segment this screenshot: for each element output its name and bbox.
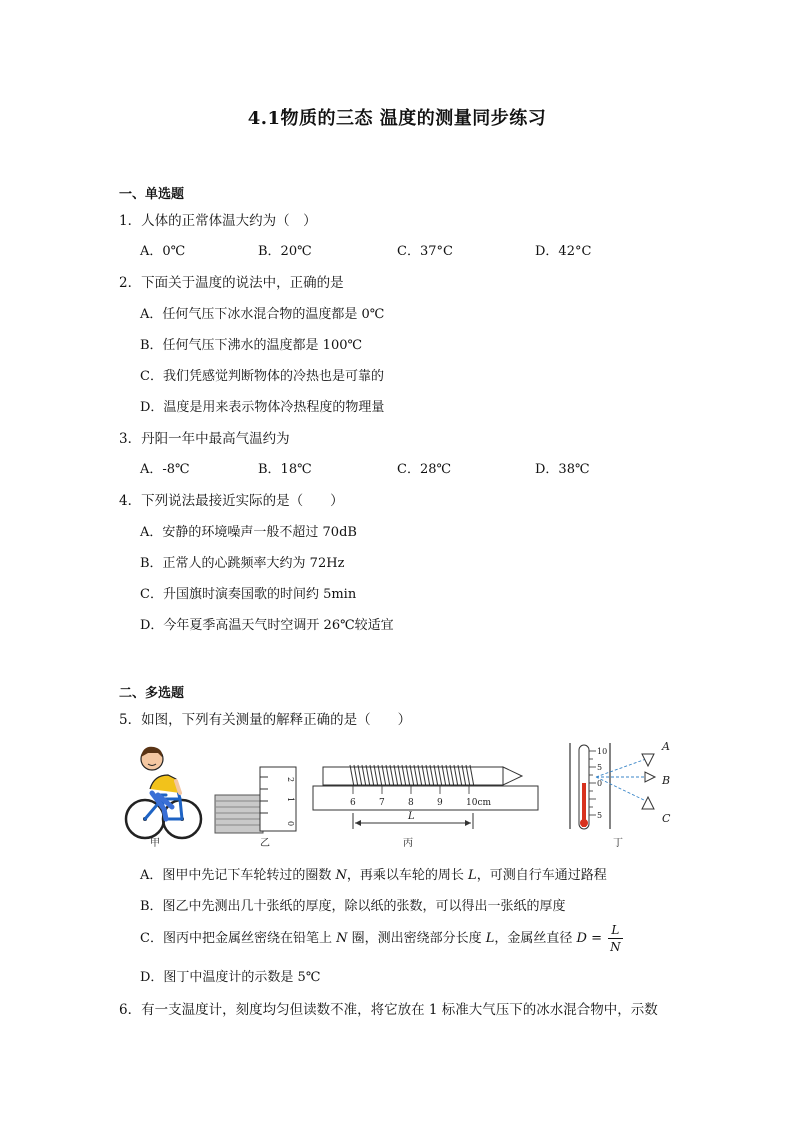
question-5-option-c: C．图丙中把金属丝密绕在铅笔上 N 圈，测出密绕部分长度 L，金属丝直径 D = $\frac{L}{N}$ [140, 923, 621, 954]
thermometer-illustration [570, 743, 655, 829]
ruler-tick-10cm: 10cm [466, 798, 492, 808]
section-heading-single-choice: 一、单选题 [119, 187, 185, 202]
caliper-tick-0: 0 [286, 821, 295, 827]
question-1-option-d: D．42°C [535, 244, 592, 259]
eye-label-b: B [662, 774, 671, 787]
pencil-coil-illustration [313, 765, 538, 829]
question-3-stem: 3．丹阳一年中最高气温约为 [119, 431, 290, 447]
cyclist-illustration [126, 747, 201, 838]
diameter-fraction: $\frac{L}{N}$ [610, 923, 621, 954]
figure-label-ding: 丁 [613, 838, 623, 849]
question-1-option-b: B．20℃ [258, 244, 312, 259]
caliper-tick-2: 2 [286, 777, 295, 783]
question-2-stem: 2．下面关于温度的说法中，正确的是 [119, 275, 344, 291]
paper-stack-illustration [215, 767, 296, 833]
section-heading-multiple-choice: 二、多选题 [119, 686, 185, 701]
question-2-option-c: C．我们凭感觉判断物体的冷热也是可靠的 [140, 369, 384, 384]
question-6-stem: 6．有一支温度计，刻度均匀但读数不准，将它放在 1 标准大气压下的冰水混合物中，示数 [119, 1002, 658, 1018]
question-4-stem: 4．下列说法最接近实际的是（ ） [119, 493, 344, 509]
thermo-tick-5: 5 [597, 763, 603, 772]
ruler-tick-9: 9 [437, 798, 443, 808]
ruler-tick-8: 8 [408, 798, 414, 808]
page-title: 4.1物质的三态 温度的测量同步练习 [247, 108, 547, 129]
eye-label-c: C [662, 812, 671, 825]
question-4-option-a: A．安静的环境噪声一般不超过 70dB [140, 525, 357, 540]
length-label-l: L [408, 811, 415, 822]
question-4-option-c: C．升国旗时演奏国歌的时间约 5min [140, 587, 357, 602]
ruler-tick-7: 7 [379, 798, 385, 808]
measurement-figure [118, 737, 688, 849]
question-3-option-c: C．28℃ [397, 462, 452, 477]
thermo-tick-0: 0 [597, 779, 603, 788]
question-5-stem: 5．如图，下列有关测量的解释正确的是（ ） [119, 712, 412, 728]
question-5-option-a: A．图甲中先记下车轮转过的圈数 N，再乘以车轮的周长 L，可测自行车通过路程 [140, 868, 607, 883]
question-1-option-c: C．37°C [397, 244, 453, 259]
question-5-option-d: D．图丁中温度计的示数是 5℃ [140, 970, 321, 985]
question-5-option-b: B．图乙中先测出几十张纸的厚度，除以纸的张数，可以得出一张纸的厚度 [140, 899, 566, 914]
question-1-stem: 1．人体的正常体温大约为（ ） [119, 213, 317, 229]
question-3-option-b: B．18℃ [258, 462, 312, 477]
question-3-option-a: A．-8℃ [140, 462, 190, 477]
ruler-tick-6: 6 [350, 798, 356, 808]
figure-label-yi: 乙 [260, 838, 270, 849]
question-3-option-d: D．38℃ [535, 462, 590, 477]
figure-label-jia: 甲 [150, 838, 160, 849]
question-2-option-b: B．任何气压下沸水的温度都是 100℃ [140, 338, 363, 353]
thermo-tick-10: 10 [597, 747, 608, 756]
eye-label-a: A [662, 740, 670, 753]
caliper-tick-1: 1 [286, 797, 295, 803]
figure-label-bing: 丙 [403, 838, 413, 849]
question-2-option-a: A．任何气压下冰水混合物的温度都是 0℃ [140, 307, 385, 322]
question-2-option-d: D．温度是用来表示物体冷热程度的物理量 [140, 400, 385, 415]
question-1-option-a: A．0℃ [140, 244, 186, 259]
question-4-option-b: B．正常人的心跳频率大约为 72Hz [140, 556, 345, 571]
thermo-tick-minus5: 5 [597, 811, 603, 820]
question-4-option-d: D．今年夏季高温天气时空调开 26℃较适宜 [140, 618, 394, 633]
